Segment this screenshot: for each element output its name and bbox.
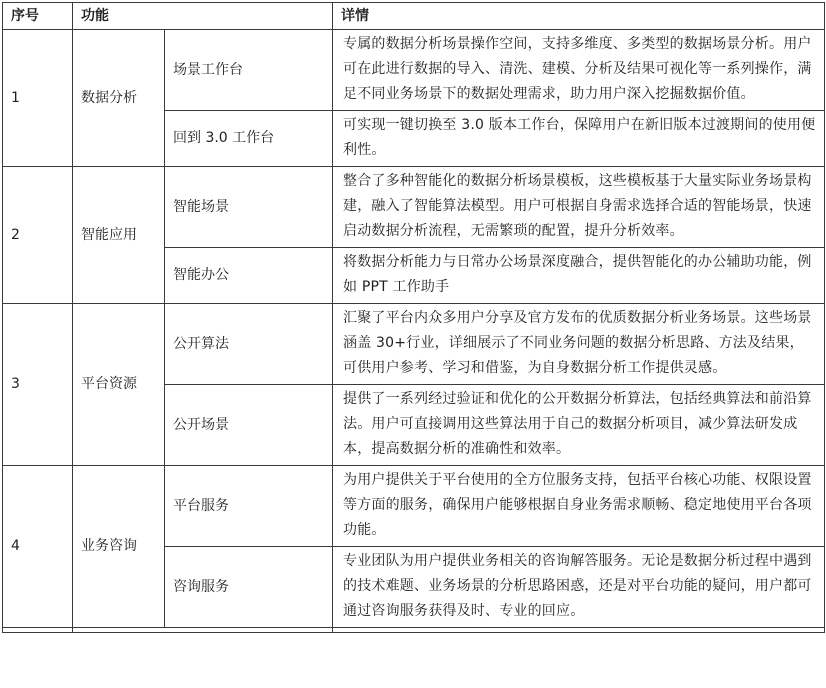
category-cell: 智能应用 — [73, 167, 165, 304]
table-row — [3, 30, 825, 111]
detail-cell: 专业团队为用户提供业务相关的咨询解答服务。无论是数据分析过程中遇到的技术难题、业务场景的分析思路困惑，还是对平台功能的疑问，用户都可通过咨询服务获得及时、专业的回应。 — [333, 547, 825, 628]
detail-cell: 专属的数据分析场景操作空间，支持多维度、多类型的数据场景分析。用户可在此进行数据的导入、清洗、建模、分析及结果可视化等一系列操作，满足不同业务场景下的数据处理需求，助力用户深入挖掘数据价值。 — [333, 30, 825, 111]
header-detail: 详情 — [333, 3, 825, 30]
feature-cell: 平台服务 — [165, 466, 333, 547]
category-cell: 数据分析 — [73, 30, 165, 167]
feature-cell: 回到 3.0 工作台 — [165, 111, 333, 167]
table-header-row — [3, 3, 825, 30]
detail-cell: 汇聚了平台内众多用户分享及官方发布的优质数据分析业务场景。这些场景涵盖 30+行业，详细展示了不同业务问题的数据分析思路、方法及结果，可供用户参考、学习和借鉴，为自身数据分析工作提供灵感。 — [333, 304, 825, 385]
table-row-cutoff — [3, 628, 825, 633]
feature-cell: 智能场景 — [165, 167, 333, 248]
row-index: 2 — [3, 167, 73, 304]
feature-cell: 智能办公 — [165, 248, 333, 304]
detail-cell: 将数据分析能力与日常办公场景深度融合，提供智能化的办公辅助功能，例如 PPT 工作助手 — [333, 248, 825, 304]
feature-table — [2, 2, 825, 633]
table-row — [3, 466, 825, 547]
detail-cell: 提供了一系列经过验证和优化的公开数据分析算法，包括经典算法和前沿算法。用户可直接调用这些算法用于自己的数据分析项目，减少算法研发成本，提高数据分析的准确性和效率。 — [333, 385, 825, 466]
header-index: 序号 — [3, 3, 73, 30]
feature-cell: 公开算法 — [165, 304, 333, 385]
detail-cell: 为用户提供关于平台使用的全方位服务支持，包括平台核心功能、权限设置等方面的服务，确保用户能够根据自身业务需求顺畅、稳定地使用平台各项功能。 — [333, 466, 825, 547]
table-row — [3, 167, 825, 248]
feature-cell: 公开场景 — [165, 385, 333, 466]
feature-cell: 咨询服务 — [165, 547, 333, 628]
category-cell: 业务咨询 — [73, 466, 165, 628]
category-cell: 平台资源 — [73, 304, 165, 466]
cutoff-cell — [333, 628, 825, 633]
detail-cell: 可实现一键切换至 3.0 版本工作台，保障用户在新旧版本过渡期间的使用便利性。 — [333, 111, 825, 167]
cutoff-cell — [73, 628, 333, 633]
detail-cell: 整合了多种智能化的数据分析场景模板，这些模板基于大量实际业务场景构建，融入了智能算法模型。用户可根据自身需求选择合适的智能场景，快速启动数据分析流程，无需繁琐的配置，提升分析效率。 — [333, 167, 825, 248]
table-row — [3, 304, 825, 385]
header-function: 功能 — [73, 3, 333, 30]
row-index: 4 — [3, 466, 73, 628]
row-index: 3 — [3, 304, 73, 466]
row-index: 1 — [3, 30, 73, 167]
feature-cell: 场景工作台 — [165, 30, 333, 111]
cutoff-cell — [3, 628, 73, 633]
